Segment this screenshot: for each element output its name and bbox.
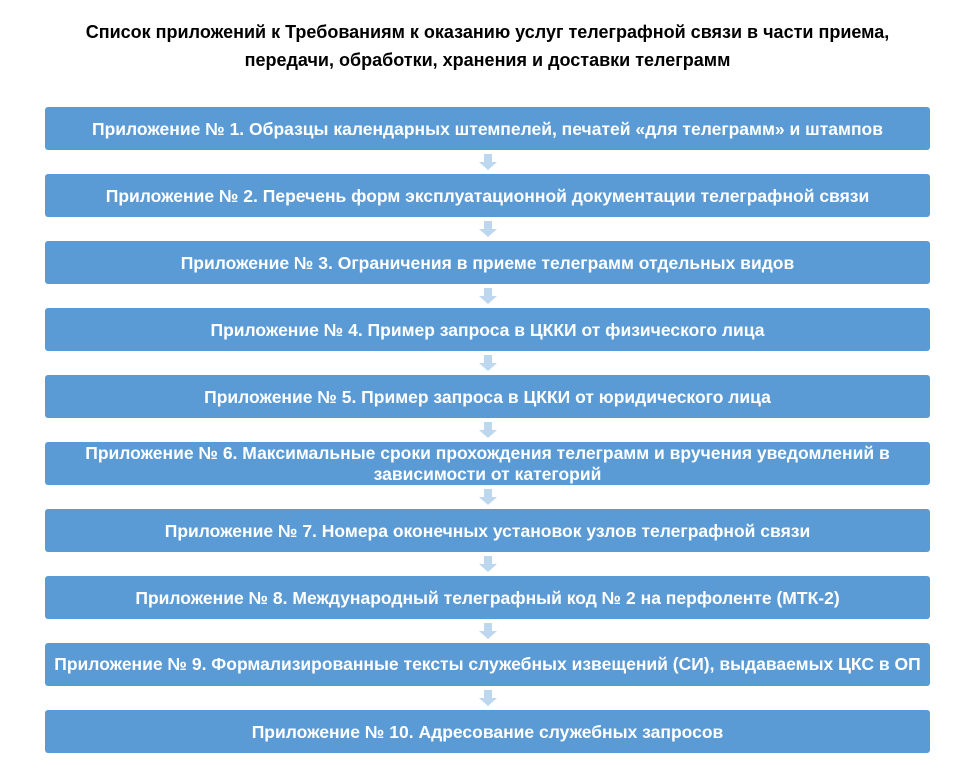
down-arrow-icon: [45, 351, 930, 375]
appendix-box-1: Приложение № 1. Образцы календарных штемпелей, печатей «для телеграмм» и штампов: [45, 107, 930, 150]
appendix-box-6: Приложение № 6. Максимальные сроки прохождения телеграмм и вручения уведомлений в зависимости от категорий: [45, 442, 930, 485]
down-arrow-icon: [45, 619, 930, 643]
down-arrow-icon: [45, 485, 930, 509]
appendix-flowchart: [45, 107, 930, 753]
down-arrow-icon: [45, 284, 930, 308]
appendix-box-5: Приложение № 5. Пример запроса в ЦККИ от юридического лица: [45, 375, 930, 418]
appendix-box-4: Приложение № 4. Пример запроса в ЦККИ от физического лица: [45, 308, 930, 351]
title-line-1: Список приложений к Требованиям к оказанию услуг телеграфной связи в части приема,: [85, 22, 890, 42]
appendix-box-2: Приложение № 2. Перечень форм эксплуатационной документации телеграфной связи: [45, 174, 930, 217]
title-line-2: передачи, обработки, хранения и доставки телеграмм: [244, 50, 731, 70]
appendix-box-7: Приложение № 7. Номера оконечных установок узлов телеграфной связи: [45, 509, 930, 552]
appendix-box-3: Приложение № 3. Ограничения в приеме телеграмм отдельных видов: [45, 241, 930, 284]
appendix-box-10: Приложение № 10. Адресование служебных запросов: [45, 710, 930, 753]
down-arrow-icon: [45, 217, 930, 241]
down-arrow-icon: [45, 686, 930, 710]
down-arrow-icon: [45, 150, 930, 174]
page-title: [20, 18, 955, 74]
appendix-box-9: Приложение № 9. Формализированные тексты служебных извещений (СИ), выдаваемых ЦКС в ОП: [45, 643, 930, 686]
appendix-box-8: Приложение № 8. Международный телеграфный код № 2 на перфоленте (МТК-2): [45, 576, 930, 619]
down-arrow-icon: [45, 552, 930, 576]
down-arrow-icon: [45, 418, 930, 442]
